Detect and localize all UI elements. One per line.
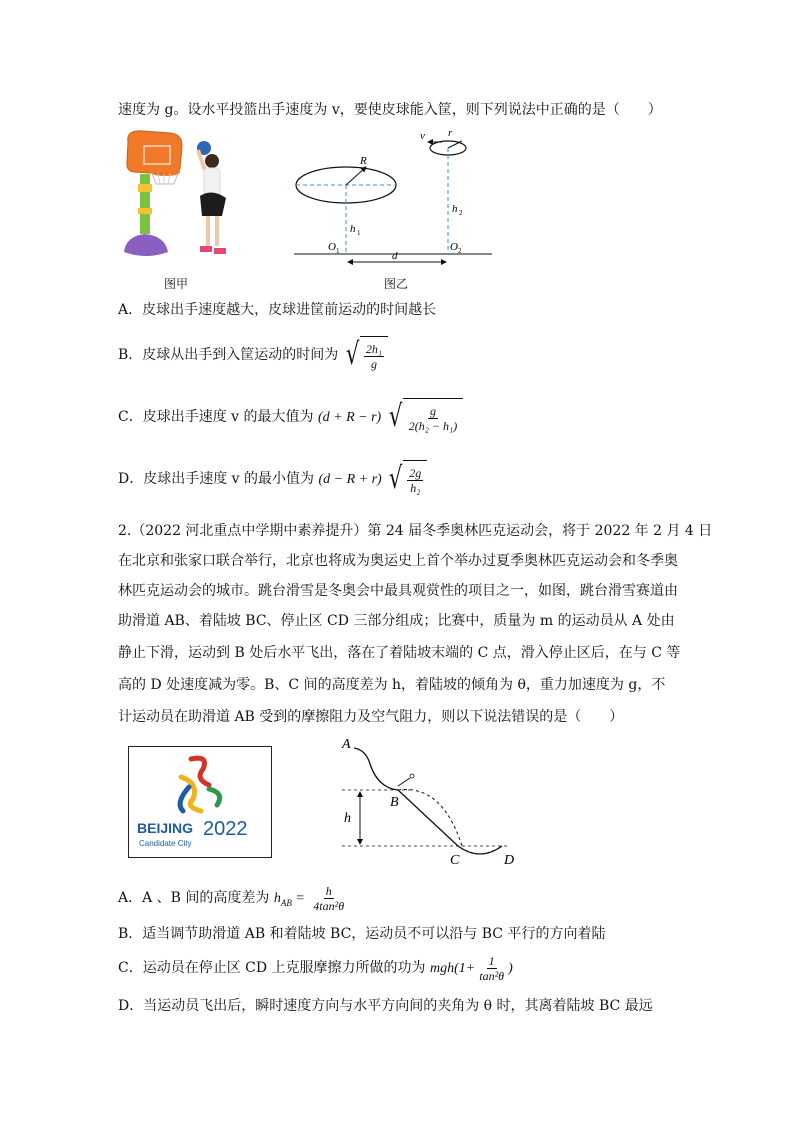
q2-option-a-text: A．A 、B 间的高度差为 (118, 890, 270, 906)
label-O1-sub: 1 (336, 247, 340, 255)
q2-stem-line-4: 助滑道 AB、着陆坡 BC、停止区 CD 三部分组成；比赛中，质量为 m 的运动员从 A 处由 (118, 613, 675, 629)
q2-option-c (118, 950, 513, 987)
q1-option-c-sqrt: √ $\frac{g}{\text{2(h₂ − h₁)}}$ (386, 398, 464, 436)
q2-stem-line-3: 林匹克运动会的城市。跳台滑雪是冬奥会中最具观赏性的项目之一，如图，跳台滑雪赛道由 (118, 583, 678, 599)
hoop-geometry-diagram (288, 128, 498, 268)
beijing-2022-logo (128, 746, 272, 858)
logo-year-text: 2022 (203, 818, 248, 840)
figure-jia-caption: 图甲 (164, 277, 189, 291)
q2-option-a (118, 880, 348, 921)
q2-stem-line-7: 计运动员在助滑道 AB 受到的摩擦阻力及空气阻力，则以下说法错误的是（ ） (118, 709, 624, 725)
ski-jump-diagram (330, 734, 530, 870)
q1-option-b-sqrt: √ $\frac{\text{2h₁}}{g}$ (343, 336, 388, 374)
q1-option-c (118, 398, 463, 436)
q2-stem-line-2: 在北京和张家口联合举行，北京也将成为奥运史上首个举办过夏季奥林匹克运动会和冬季奥 (118, 553, 678, 569)
q2-stem-line-6: 高的 D 处速度减为零。B、C 间的高度差为 h，着陆坡的倾角为 θ，重力加速度为 g，不 (118, 677, 666, 693)
q2-option-a-lhs: $h_{AB}$ = (273, 891, 305, 908)
label-R: R (360, 155, 367, 167)
q1-option-d-sqrt: √ $\frac{2g}{\text{h₂}}$ (386, 460, 427, 498)
q1-option-d-factor: (d − R + r) (318, 472, 382, 487)
label-r: r (448, 128, 453, 139)
label-h1-sub: 1 (357, 229, 361, 237)
q2-stem-line-5: 静止下滑，运动到 B 处后水平飞出，落在了着陆坡末端的 C 点，滑入停止区后，在与 C 等 (118, 645, 681, 661)
q2-option-b: B．适当调节助滑道 AB 和着陆坡 BC，运动员不可以沿与 BC 平行的方向着陆 (118, 926, 606, 942)
label-O2-sub: 2 (458, 247, 462, 255)
q1-option-a: A．皮球出手速度越大，皮球进筐前运动的时间越长 (118, 302, 437, 318)
figure-yi-caption: 图乙 (384, 277, 409, 291)
label-h2-sub: 2 (459, 209, 463, 217)
label-v: v (420, 130, 425, 142)
beijing-emblem-graphic (129, 747, 271, 857)
q2-option-a-fraction: $\frac{h}{\text{4tan²θ}}$ (313, 883, 345, 913)
q2-option-c-expr-post: ) (508, 961, 513, 976)
figure-jia (120, 128, 240, 268)
q2-option-c-expr-pre: mgh(1+ (430, 961, 476, 976)
logo-candidate-text: Candidate City (139, 839, 192, 848)
q2-stem-line-1: 2.（2022 河北重点中学期中素养提升）第 24 届冬季奥林匹克运动会，将于 2022 年 2 月 4 日 (118, 523, 713, 539)
q1-option-b-text: B．皮球从出手到入筐运动的时间为 (118, 347, 339, 363)
label-h: h (344, 811, 351, 826)
q2-option-c-fraction: $\frac{1}{\text{tan²θ}}$ (479, 953, 505, 983)
q1-option-b (118, 336, 388, 374)
q1-option-c-text: C．皮球出手速度 v 的最大值为 (118, 409, 314, 425)
label-C: C (450, 853, 460, 868)
q1-option-c-factor: (d + R − r) (317, 410, 382, 425)
ski-slope-geometry (330, 734, 530, 870)
label-A: A (342, 737, 351, 752)
basketball-child-illustration (120, 128, 240, 268)
q2-option-d: D．当运动员飞出后，瞬时速度方向与水平方向间的夹角为 θ 时，其离着陆坡 BC 最远 (118, 998, 653, 1014)
q1-option-d (118, 460, 427, 498)
label-O2: O (450, 241, 458, 253)
figure-yi (288, 128, 498, 268)
label-h1: h (350, 223, 356, 235)
label-h2: h (452, 203, 458, 215)
label-O1: O (328, 241, 336, 253)
label-D: D (504, 853, 515, 868)
logo-beijing-text: BEIJING (137, 820, 194, 836)
q1-option-d-text: D．皮球出手速度 v 的最小值为 (118, 471, 315, 487)
label-d: d (392, 250, 398, 262)
label-B: B (390, 795, 399, 810)
q1-stem-line: 速度为 g。设水平投篮出手速度为 v，要使皮球能入筐，则下列说法中正确的是（ ） (118, 102, 662, 118)
q2-option-c-text: C．运动员在停止区 CD 上克服摩擦力所做的功为 (118, 960, 426, 976)
